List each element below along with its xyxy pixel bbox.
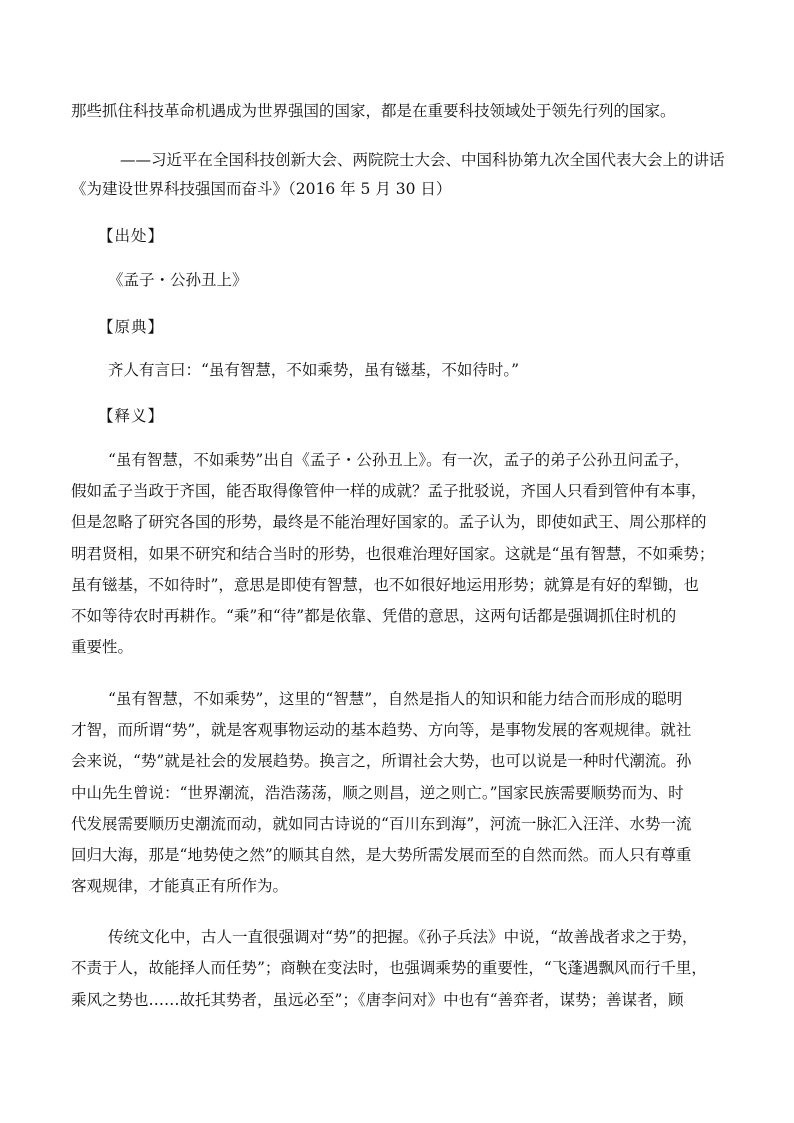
source-line: ——习近平在全国科技创新大会、两院院士大会、中国科协第九次全国代表大会上的讲话 bbox=[120, 151, 725, 169]
paragraph-line: 才智，而所谓“势”，就是客观事物运动的基本趋势、方向等，是事物发展的客观规律。就社 bbox=[71, 721, 692, 739]
paragraph-line: 不如等待农时再耕作。“乘”和“待”都是依靠、凭借的意思，这两句话都是强调抓住时机的 bbox=[71, 607, 677, 625]
paragraph-line: 乘风之势也……故托其势者，虽远必至”；《唐李问对》中也有“善弈者，谋势；善谋者，顾 bbox=[71, 991, 684, 1009]
heading-chuchu: 【出处】 bbox=[98, 227, 165, 245]
paragraph-line: 中山先生曾说：“世界潮流，浩浩荡荡，顺之则昌，逆之则亡。”国家民族需要顺势而为、时 bbox=[71, 784, 684, 802]
paragraph-line: 但是忽略了研究各国的形势，最终是不能治理好国家的。孟子认为，即使如武王、周公那样的 bbox=[71, 513, 707, 531]
quote-line: 那些抓住科技革命机遇成为世界强国的国家，都是在重要科技领域处于领先行列的国家。 bbox=[71, 102, 676, 120]
paragraph-line: “虽有智慧，不如乘势”出自《孟子・公孙丑上》。有一次，孟子的弟子公孙丑问孟子， bbox=[108, 451, 690, 469]
heading-shiyi: 【释义】 bbox=[98, 407, 165, 425]
yuandian-text: 齐人有言曰：“虽有智慧，不如乘势，虽有镃基，不如待时。” bbox=[108, 361, 520, 379]
paragraph-line: 回归大海，那是“地势使之然”的顺其自然，是大势所需发展而至的自然而然。而人只有尊重 bbox=[71, 846, 692, 864]
paragraph-line: 传统文化中，古人一直很强调对“势”的把握。《孙子兵法》中说，“故善战者求之于势， bbox=[108, 928, 698, 946]
source-title-line: 《为建设世界科技强国而奋斗》（2016 年 5 月 30 日） bbox=[71, 180, 452, 198]
paragraph-line: 重要性。 bbox=[71, 638, 134, 656]
heading-yuandian: 【原典】 bbox=[98, 318, 165, 336]
paragraph-line: 虽有镃基，不如待时”，意思是即使有智慧，也不如很好地运用形势；就算是有好的犁锄，也 bbox=[71, 576, 699, 594]
paragraph-line: 会来说，“势”就是社会的发展趋势。换言之，所谓社会大势，也可以说是一种时代潮流。孙 bbox=[71, 752, 692, 770]
paragraph-line: 假如孟子当政于齐国，能否取得像管仲一样的成就？孟子批驳说，齐国人只看到管仲有本事， bbox=[71, 482, 707, 500]
paragraph-line: 不责于人，故能择人而任势”；商鞅在变法时，也强调乘势的重要性，“飞蓬遇飘风而行千里， bbox=[71, 959, 707, 977]
chuchu-text: 《孟子・公孙丑上》 bbox=[108, 271, 248, 289]
paragraph-line: 客观规律，才能真正有所作为。 bbox=[71, 877, 289, 895]
paragraph-line: “虽有智慧，不如乘势”，这里的“智慧”，自然是指人的知识和能力结合而形成的聪明 bbox=[108, 690, 683, 708]
paragraph-line: 明君贤相，如果不研究和结合当时的形势，也很难治理好国家。这就是“虽有智慧，不如乘势； bbox=[71, 545, 715, 563]
paragraph-line: 代发展需要顺历史潮流而动，就如同古诗说的“百川东到海”，河流一脉汇入汪洋、水势一流 bbox=[71, 815, 692, 833]
